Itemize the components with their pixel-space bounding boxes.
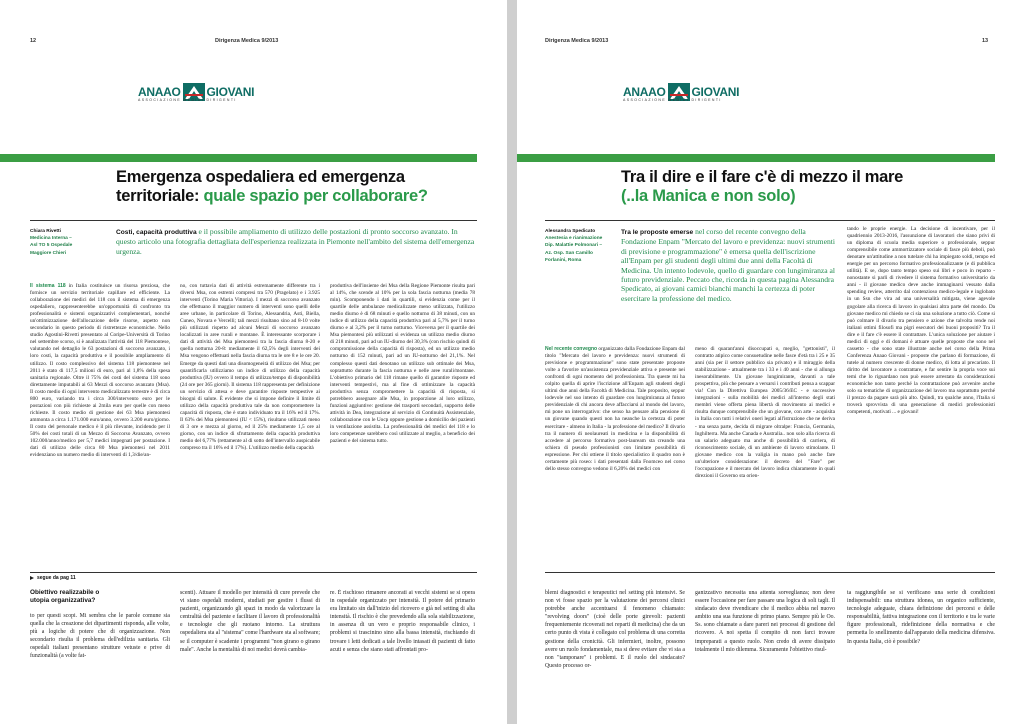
continued-column-3: [847, 589, 995, 720]
title-line-1: Tra il dire e il fare c'è di mezzo il mare: [621, 168, 904, 186]
lead-text: nel corso del recente convegno della Fondazione Enpam "Mercato del lavoro e previdenza: nuovi strumenti di previsione e programmazione" è emersa quella dell'iscrizione all'Enpam per gli studenti degli ultimi due anni della Facoltà di Medicina. Un intento lodevole, quello di guardare con lungimiranza al futuro previdenziale. Peccato che, ricorda in questa pagina Alessandra Spedicato, ai giovani camici bianchi manchi la certezza di poter esercitare la professione del medico.: [621, 227, 836, 303]
article-title: [116, 168, 486, 206]
continued-column-2-text: ganizzativo necessita una attenta sorveglianza; non deve essere l'occasione per fare passare una logica di soli tagli. Il sindacato deve rivendicare che il medico abbia nel nuovo ambito una sua funzione di primo piano. Sempre più le Oo. Ss. sono chiamate a dare pareri nei processi di gestione del ricovero. A noi spetta il compito di non farci trovare impreparati a questo ruolo. Non credo di avere dissipato totalmente il mio dilemma. Sicuramente l'obiettivo risul-: [695, 590, 835, 653]
author-affiliation-3: Az. Osp. San Camillo: [545, 250, 593, 256]
continued-column-1-text: blemi diagnostici e terapeutici nel setting più intensivi. Se non vi fosse spazio per la valutazione dei percorsi clinici potrebbe anche accentuarsi il fenomeno chiamato: "revolving doors" (cioè delle porte girevoli: pazienti frequentemente ricoverati nei reparti di medicina) che da un certo punto di vista è collegato col problema di una corretta gestione della cronicità. Gli infermieri, inoltre, possono avere un ruolo fondamentale, ma si deve evitare che vi sia a non "tamponare" i problemi. E il ruolo del sindacato? Questo processo or-: [545, 590, 685, 669]
body-column-1-text: organizzato dalla Fondazione Enpam dal titolo "Mercato del lavoro e previdenza: nuovi strumenti di previsione e programmazione" sono state presentate proposte volte a favorire un'assistenza previdenziale attiva e presente nei confronti di ogni momento del professionista. Tra queste mi ha colpito quella di aprire l'iscrizione all'Enpam agli studenti degli ultimi due anni della Facoltà di Medicina. Tale proposito, seppur lodevole nel suo intento di guardare con lungimiranza al futuro previdenziale di chi ancora deve affacciarsi al mondo del lavoro, mi pone un interrogativo: che senso ha pensare alla pensione di un giovane quando questi non ha neanche la certezza di poter esercitare - almeno in Italia - la professione del medico? Il divario tra il numero di neolaureati in medicina e la disponibilità di accedere al percorso formativo post-lauream sta creando una schiera di pseudo professionisti con limitate possibilità di espressione. Per chi ottiene il titolo specialistico il quadro non è certamente più roseo: i dati presentati dalla Fnomceo nel corso dello stesso convegno vedono il 6,20% dei medici con: [545, 346, 685, 472]
author-affiliation-3: Maggiore Chieri: [30, 250, 67, 256]
author-block: [30, 228, 110, 257]
spine-gutter: [507, 0, 517, 724]
continued-column-2: [180, 589, 320, 720]
continued-column-1-text: to per questi scopi. Mi sembra che le parole comune sia quella che la creazione dei dipartimenti risponda, alle volte, più a logiche di potere che di organizzazione. Non secondario risulta il problema dell'edilizia sanitaria. Gli ospedali italiani presentano strutture vetuste e prive di funzionalità (a volte fat-: [30, 613, 170, 660]
continued-column-1: [30, 612, 170, 720]
page-number: 12: [30, 38, 37, 44]
logo-tagline: ASSOCIAZIONE MEDICI DIRIGENTI: [138, 98, 237, 102]
body-dropin: Nel recente convegno: [545, 346, 598, 352]
lead-text: e il possibile ampliamento di utilizzo delle postazioni di pronto soccorso avanzato. In questo articolo una fotografia dettagliata dell'esperienza realizzata in Piemonte nell'ambito del sistema dell'emergenza urgenza.: [116, 227, 475, 256]
logo-tagline: ASSOCIAZIONE MEDICI DIRIGENTI: [623, 98, 722, 102]
body-column-3: [847, 226, 995, 568]
title-accent-bar: [517, 154, 995, 162]
lead-bold: Tra le proposte emerse: [621, 229, 694, 236]
title-line-2-green: (..la Manica e non solo): [621, 187, 796, 205]
title-line-1: Emergenza ospedaliera ed emergenza: [116, 168, 405, 186]
body-dropin: Il sistema 118: [30, 283, 66, 289]
author-name: Chiara Rivetti: [30, 229, 61, 234]
continued-from-label: segue da pag 11: [30, 575, 76, 581]
right-page: [517, 0, 1024, 724]
body-column-3-text: tando le proprie energie. La decisione di incentivare, per il quadriennio 2013-2016, l'assunzione di lavoratori che siano privi di un diploma di scuola media superiore o professionale, seppur comprensibile come ammortizzatore sociale di fasce più deboli, può denotare un'attitudine a non tutelare chi ha impiegato soldi, tempo ed energie per un percorso formativo professionalizzante (e di pubblica utilità). E se, dopo tanto tempo speso sui libri e poco in reparto - nonostante si parli di rivedere il sistema formativo universitario da anni - il giovane medico deve anche immaginarsi vessato dalla spending review, atterrito dal contenzioso medico-legale e inglobato in un Ssn che vira ad una universalità mitigata, viene agevole gogolare alla ricerca di lavoro in qualsiasi altra parte del mondo. Da giovane medico mi chiedo se ci sia una soluzione a tutto ciò. Come si può colmare il divario tra pensiero e azione che talvolta rende noi italiani ottimi filosofi ma pigri esecutori dei buoni propositi? Tra il dire e il fare c'è essere il contrattare. L'unica soluzione per aiutare i medici di oggi e di domani è attuare quelle proposte che sono nel cassetto - che sono state illustrate anche nel corso della Prima Conferenza Anaao Giovani - proposte che parlano di formazione, di tutele al numero crescente di donne medico, di lotta al precariato. Il diritto del lavoratore a contrattare, e far sentire la propria voce sui temi che lo riguardano non può essere arrestato da considerazioni economiche non tanto perché la contrattazione può avvenire anche solo su tematiche di organizzazione del lavoro ma soprattutto perché il prezzo da pagare sarà più alto. Quindi, tra qualche anno, l'Italia si troverà sprovvista di una generazione di medici professionisti competenti, motivati ... e giovani!: [847, 226, 995, 416]
logo-word-anaao: ANAAO: [623, 85, 666, 99]
continuation-rule: [545, 572, 995, 573]
anaao-giovani-logo: [623, 83, 739, 101]
title-line-2: [116, 187, 486, 206]
continued-column-2-text: scenti). Attuare il modello per intensità di cure prevede che vi siano ospedali moderni, studiati per gestire i flussi di pazienti, organizzando gli spazi in modo da valorizzare la centralità del paziente e facilitare il lavoro di professionalità e tecnologie che gli ruotano intorno. La struttura ospedaliera sta al "sistema" come l'hardware sta al software; se il computer è scadente i programmi "non girano o girano male". Anche la mentalità di noi medici dovrà cambia-: [180, 590, 320, 653]
anaao-giovani-logo: [138, 83, 254, 101]
article-lead: [621, 227, 836, 303]
author-affiliation-2: Asl TO 5 Ospedale: [30, 243, 73, 249]
continued-column-3: [330, 589, 475, 720]
left-page: [0, 0, 507, 724]
continued-column-1: [545, 589, 685, 720]
continued-column-2: [695, 589, 835, 720]
logo-word-giovani: GIOVANI: [206, 85, 255, 99]
continuation-subhead: Obiettivo realizzabile o utopia organizzativa?: [30, 589, 100, 604]
body-column-2-text: no, con tuttavia dati di attività estremamente differente tra i diversi Msa, con estremi compresi tra 570 (Pragelato) e i 3.925 interventi (Torino Maria Vittoria). I mezzi di soccorso avanzato che effettuano il maggior numero di interventi sono quelli delle aree urbane, in particolare di Torino, Alessandria, Asti, Biella, Cuneo, Novara e Vercelli; tali mezzi risultano sino ad 8-10 volte più utilizzati rispetto ad alcuni Mezzi di soccorso avanzato localizzati in aree rurali e montane. È interessante scorporare i dati di attività dei Msa piemontesi tra la fascia diurna 8-20 e quella notturna 20-8: mediamente il 62,5% degli interventi dei Msa vengono effettuati nella fascia diurna tra le ore 8 e le ore 20. Emerge da questi dati una disomogeneità di utilizzo dei Msa; per quantificarla utilizziamo un indice di utilizzo della capacità produttiva (IU) ovvero il tempo di utilizzo/tempo di disponibilità (24 ore per 365 giorni). Il sistema 118 rappresenta per definizione un servizio di attesa e deve garantire risposte tempestive ai bisogni di salute. È evidente che si impone definire il limite di utilizzo della capacità produttiva tale da non compromettere la capacità di risposta, che è stato individuato tra il 16% ed il 17%. Il 63% dei Msa piemontesi (IU < 15%), risultano utilizzati meno di 3 ore e mezza al giorno, ed il 25% mediamente 1,5 ore al giorno, con un indice di sfruttamento della capacità produttiva medio del 6,77% (rettamente al di sotto dell'intervallo auspicabile compreso tra il 16% ed il 17%). L'utilizzo medio della capacità: [180, 283, 320, 452]
body-column-3-text: produttiva dell'insieme dei Msa della Regione Piemonte risulta pari al 14%, che scende al 10% per la sola fascia notturna (media 78 min). Scomponendo i dati in quartili, si evidenzia come per il quartile delle ambulanze medicalizzate meno utilizzata, l'utilizzo medio diurno è di 68 minuti e quello notturno di 38 minuti, con un indice di utilizzo della capacità produttiva pari al 5,7% per il turno diurno e al 3,2% per il turno notturno. Viceversa per il quartile dei Msa piemontesi più utilizzati si evidenza un utilizzo medio diurno di 218 minuti, pari ad un IU-diurno del 30,3% (con rischio quindi di compromissione della capacità di risposta), ed un utilizzo medio notturno di 152 minuti, pari ad un IU-notturno del 21,1%. Nel complesso questi dati denotano un utilizzo sub ottimale dei Msa, soprattutto durante la fascia notturna e nelle aree rurali/montane. L'obiettivo primario del 118 rimane quello di garantire risposte ed interventi tempestivi, ma al fine di ottimizzare la capacità produttiva senza compromettere la capacità di risposta, si potrebbero assegnare alle Msa, in proporzione al loro utilizzo, funzioni aggiuntive: gestione dei trasporti secondari, supporto delle attività in Dea, integrazione al servizio di Continuità Assistenziale, collaborazione con le Uocp oppure gestione a domicilio dei pazienti in ventilazione assistita. La professionalità dei medici del 118 e lo loro competenze sarebbero così utilizzate al meglio, a beneficio dei pazienti e del sistema tutto.: [330, 283, 475, 445]
body-column-1-text: in Italia costituisce un risorsa preziosa, che fornisce un servizio territoriale capillare ed efficiente. La collaborazione dei medici del 118 con il sistema di emergenza ospedaliero, rappresenterebbe un'opportunità di confronto tra professionalità e sistemi organizzativi complementari, nonché un'ottimizzazione dell'allocazione delle risorse, aspetto non secondario in questo periodo di ristrettezze economiche. Nello studio Agostini-Rivetti presentato al Coripe-Università di Torino nel settembre scorso, si è analizzata l'attività del 118 Piemontese, valutando nel dettaglio le 63 postazioni di soccorso avanzato, i loro costi, la capacità produttiva e il possibile ampliamento di utilizzo. Il costo complessivo del sistema 118 piemontese nel 2011 è stato di 117,5 milioni di euro, pari al 1,8% della spesa sanitaria regionale. Oltre il 75% dei costi del sistema 118 sono direttamente imputabili ai 63 Mezzi di soccorso avanzato (Msa). Il costo medio di ogni intervento medicalizzato terrestre è di circa 800 euro, variando tra i circa 300/intervento euro per le postazioni con più richieste ai 2mila euro per quelle con meno richieste. Il costo medio di gestione dei 63 Msa piemontesi ammonta a circa 1.171.000 euro/anno, ovvero 3.200 euro/giorno. Il costo del personale medico è il più rilevante, incidendo per il 50% dei costi totali di un Mezzo di Soccorso Avanzato, ovvero 102.000/anno/medico per 5,7 medici impegnati per postazione. I dati di utilizzo delle circa 80 Msa piemontesi nel 2011 evidenziano un numero medio di interventi di 1,3/die/an-: [30, 283, 170, 459]
continued-column-3-text: ta raggiungibile se si verificano una serie di condizioni indispensabili: una struttura idonea, un organico sufficiente, tecnologie adeguate, chiara definizione dei percorsi e delle responsabilità, fattiva integrazione con il territorio e tra le varie figure professionali, ridefinizione della normativa e che permetta lo snellimento dall'apparato della medicina difensiva. In questa Italia, ciò è possibile?: [847, 590, 995, 645]
author-affiliation-4: Forlanini, Roma: [545, 257, 582, 263]
continuation-rule: [30, 572, 477, 573]
author-affiliation-1: Medicina Interna –: [30, 236, 72, 242]
body-column-2: [695, 346, 835, 568]
body-column-3: [330, 283, 475, 567]
page-number: 13: [982, 38, 989, 44]
article-title: [621, 168, 996, 206]
author-name: Alessandra Spedicato: [545, 229, 596, 234]
title-accent-bar: [0, 154, 477, 162]
header-rule: [30, 220, 477, 221]
title-line-2-black: territoriale:: [116, 187, 204, 205]
body-column-2: [180, 283, 320, 567]
body-column-1: [545, 346, 685, 568]
body-column-1: [30, 283, 170, 567]
header-rule: [545, 220, 995, 221]
magazine-issue: Dirigenza Medica 9/2013: [215, 38, 279, 44]
body-column-2-text: meno di quarant'anni disoccupati o, meglio, "gettonisti", il contratto atipico come consuetudine nelle fasce d'età tra i 25 e 35 anni (sia per il settore pubblico sia privato) e il miraggio della stabilizzazione - attualmente tra i 33 e i 40 anni - che si allunga inesorabilmente. Un giovane lungimirante, davanti a tale prospettiva, più che pensare a versarsi i contributi pensa a scappar via! Con la Direttiva Europea 2005/36/EC - e successive integrazioni - sulla mobilità dei medici all'interno degli stati membri viene offerta piena libertà di movimento ai medici e risulta dunque comprensibile che un giovane, con arte - acquisita in Italia con tutti i relativi oneri legati all'istruzione che ne deriva - ma senza parte, decida di migrare oltralpe: Francia, Germania, Inghilterra. Ma anche Canada e Australia.. non solo alla ricerca di un salario adeguato ma anche di possibilità di carriera, di riconoscimento sociale, di un ambiente di lavoro stimolante. Il giovane medico con la valigia in mano può anche fare un'ulteriore considerazione: il decreto del "Fare" per l'occupazione e il mercato del lavoro indica chiaramente in quali direzioni il Governo sta orien-: [695, 346, 835, 479]
continued-column-3-text: re. È rischioso rimanere ancorati ai vecchi sistemi se si opera in ospedale organizzato per intensità. Il potere del primario era limitato sin dall'inizio del ricovero e già nel setting di alta intensità. Il rischio è che prevedendo alla sola stabilizzazione, in assenza di un vero e proprio responsabile clinico, i problemi si trascinino sino alla bassa intensità, rischiando di trovare i letti dedicati a tale livello intasati di pazienti di fatto acuti e senza che siano stati affrontati pro-: [330, 590, 475, 653]
magazine-issue: Dirigenza Medica 9/2013: [545, 38, 609, 44]
title-line-2-green: quale spazio per collaborare?: [203, 187, 428, 205]
logo-word-anaao: ANAAO: [138, 85, 181, 99]
author-block: [545, 228, 617, 264]
lead-bold: Costi, capacità produttiva: [116, 229, 197, 236]
author-affiliation-1: Anestesia e rianimazione: [545, 236, 603, 242]
logo-word-giovani: GIOVANI: [691, 85, 740, 99]
article-lead: [116, 227, 478, 256]
author-affiliation-2: Dip. Malattie Polmonari –: [545, 243, 603, 249]
